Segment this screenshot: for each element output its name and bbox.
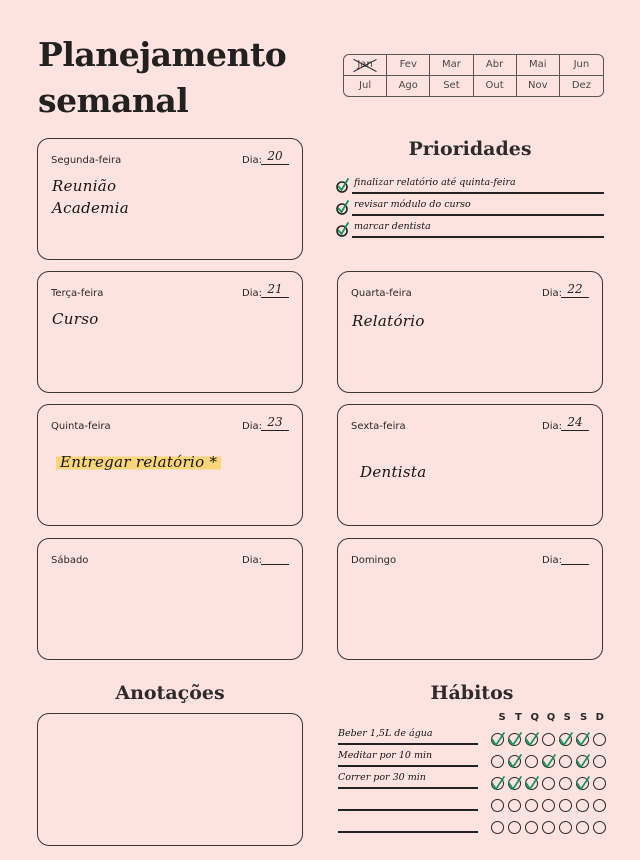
- day-card-wednesday[interactable]: [337, 271, 603, 393]
- day-card-friday[interactable]: [337, 404, 603, 526]
- empty-circle-icon[interactable]: [540, 775, 557, 792]
- empty-circle-icon[interactable]: [489, 797, 506, 814]
- day-card-tuesday[interactable]: [37, 271, 303, 393]
- habit-label[interactable]: Beber 1,5L de água: [338, 727, 478, 745]
- habit-row: [338, 811, 608, 833]
- day-label: Sexta-feira: [351, 421, 406, 432]
- priority-item[interactable]: [336, 216, 604, 238]
- notes-title: Anotações: [115, 682, 225, 704]
- day-notes[interactable]: [360, 461, 426, 483]
- date-field[interactable]: 22: [561, 282, 589, 298]
- date-label: Dia:: [242, 555, 262, 566]
- notes-box[interactable]: [37, 713, 303, 846]
- empty-circle-icon[interactable]: [574, 797, 591, 814]
- date-field[interactable]: 24: [561, 415, 589, 431]
- habit-label[interactable]: Meditar por 10 min: [338, 749, 478, 767]
- habit-checkboxes: [489, 753, 608, 770]
- title-line-2: semanal: [38, 81, 189, 120]
- day-card-monday[interactable]: [37, 138, 303, 260]
- day-label: Quinta-feira: [51, 421, 111, 432]
- habit-rows: [338, 723, 608, 833]
- month-jun[interactable]: Jun: [560, 55, 603, 76]
- month-jan[interactable]: Jan: [344, 55, 387, 76]
- weekday-label: T: [515, 712, 522, 723]
- checked-circle-icon[interactable]: [574, 753, 591, 770]
- checked-circle-icon[interactable]: [489, 775, 506, 792]
- date-label: Dia:: [242, 155, 262, 166]
- day-card-thursday[interactable]: [37, 404, 303, 526]
- empty-circle-icon[interactable]: [557, 753, 574, 770]
- checked-circle-icon[interactable]: [540, 753, 557, 770]
- habit-checkboxes: [489, 819, 608, 836]
- month-feb[interactable]: Fev: [387, 55, 430, 76]
- weekday-header: [494, 712, 608, 723]
- empty-circle-icon[interactable]: [557, 775, 574, 792]
- day-note: Reunião: [52, 177, 117, 195]
- month-jul[interactable]: Jul: [344, 76, 387, 97]
- day-label: Segunda-feira: [51, 155, 122, 166]
- checked-circle-icon[interactable]: [574, 775, 591, 792]
- empty-circle-icon[interactable]: [591, 731, 608, 748]
- date-label: Dia:: [542, 555, 562, 566]
- empty-circle-icon[interactable]: [523, 753, 540, 770]
- date-field[interactable]: 20: [261, 149, 289, 165]
- checked-circle-icon[interactable]: [336, 223, 350, 237]
- day-notes[interactable]: [56, 451, 221, 473]
- habit-row: [338, 723, 608, 745]
- priority-text: revisar módulo do curso: [352, 198, 604, 216]
- empty-circle-icon[interactable]: [540, 819, 557, 836]
- empty-circle-icon[interactable]: [540, 797, 557, 814]
- day-card-saturday[interactable]: [37, 538, 303, 660]
- empty-circle-icon[interactable]: [557, 797, 574, 814]
- empty-circle-icon[interactable]: [523, 819, 540, 836]
- habit-label[interactable]: [338, 793, 478, 811]
- day-notes[interactable]: [352, 310, 425, 332]
- habit-label[interactable]: Correr por 30 min: [338, 771, 478, 789]
- weekday-label: S: [579, 712, 588, 723]
- habit-checkboxes: [489, 797, 608, 814]
- weekday-label: Q: [530, 712, 539, 723]
- date-label: Dia:: [242, 288, 262, 299]
- weekday-label: Q: [546, 712, 556, 723]
- day-card-sunday[interactable]: [337, 538, 603, 660]
- day-label: Terça-feira: [51, 288, 104, 299]
- date-label: Dia:: [242, 421, 262, 432]
- date-field[interactable]: 21: [261, 282, 289, 298]
- date-field[interactable]: [261, 549, 289, 565]
- priorities-title: Prioridades: [408, 138, 532, 160]
- checked-circle-icon[interactable]: [506, 731, 523, 748]
- habit-row: [338, 789, 608, 811]
- checked-circle-icon[interactable]: [489, 731, 506, 748]
- checked-circle-icon[interactable]: [557, 731, 574, 748]
- empty-circle-icon[interactable]: [591, 819, 608, 836]
- day-note-highlighted: Entregar relatório *: [56, 451, 221, 473]
- month-apr[interactable]: Abr: [474, 55, 517, 76]
- checked-circle-icon[interactable]: [523, 731, 540, 748]
- month-aug[interactable]: Ago: [387, 76, 430, 97]
- habit-row: [338, 767, 608, 789]
- priority-text: finalizar relatório até quinta-feira: [352, 176, 604, 194]
- date-field[interactable]: 23: [261, 415, 289, 431]
- empty-circle-icon[interactable]: [540, 731, 557, 748]
- empty-circle-icon[interactable]: [489, 753, 506, 770]
- day-notes[interactable]: [52, 308, 99, 330]
- empty-circle-icon[interactable]: [591, 775, 608, 792]
- date-label: Dia:: [542, 288, 562, 299]
- habit-checkboxes: [489, 731, 608, 748]
- day-note: Dentista: [360, 463, 427, 481]
- month-nov[interactable]: Nov: [517, 76, 560, 97]
- priorities-list: [336, 172, 604, 238]
- checked-circle-icon[interactable]: [336, 201, 350, 215]
- empty-circle-icon[interactable]: [489, 819, 506, 836]
- month-oct[interactable]: Out: [474, 76, 517, 97]
- weekday-label: S: [498, 712, 506, 723]
- checked-circle-icon[interactable]: [506, 775, 523, 792]
- checked-circle-icon[interactable]: [574, 731, 591, 748]
- empty-circle-icon[interactable]: [574, 819, 591, 836]
- priority-item[interactable]: [336, 194, 604, 216]
- month-mar[interactable]: Mar: [430, 55, 473, 76]
- date-label: Dia:: [542, 421, 562, 432]
- checked-circle-icon[interactable]: [506, 753, 523, 770]
- month-may[interactable]: Mai: [517, 55, 560, 76]
- day-label: Sábado: [51, 555, 89, 566]
- day-label: Quarta-feira: [351, 288, 412, 299]
- habit-checkboxes: [489, 775, 608, 792]
- habit-label[interactable]: [338, 815, 478, 833]
- checked-circle-icon[interactable]: [523, 775, 540, 792]
- date-field[interactable]: [561, 549, 589, 565]
- empty-circle-icon[interactable]: [557, 819, 574, 836]
- empty-circle-icon[interactable]: [506, 797, 523, 814]
- empty-circle-icon[interactable]: [591, 797, 608, 814]
- empty-circle-icon[interactable]: [591, 753, 608, 770]
- priority-item[interactable]: [336, 172, 604, 194]
- empty-circle-icon[interactable]: [523, 797, 540, 814]
- month-dec[interactable]: Dez: [571, 80, 591, 92]
- weekday-label: D: [595, 712, 604, 723]
- empty-circle-icon[interactable]: [506, 819, 523, 836]
- habits-title: Hábitos: [430, 682, 514, 704]
- day-note: Curso: [52, 310, 99, 328]
- day-note: Relatório: [352, 312, 425, 330]
- day-label: Domingo: [351, 555, 397, 566]
- month-sep[interactable]: Set: [430, 76, 473, 97]
- checked-circle-icon[interactable]: [336, 179, 350, 193]
- day-note: Academia: [52, 199, 130, 217]
- habit-row: [338, 745, 608, 767]
- weekday-label: S: [563, 712, 571, 723]
- page-title: [38, 32, 286, 124]
- title-line-1: Planejamento: [38, 35, 287, 74]
- priority-text: marcar dentista: [352, 220, 604, 238]
- habit-tracker: [338, 712, 608, 833]
- month-selector: [343, 54, 604, 97]
- day-notes[interactable]: [52, 175, 129, 219]
